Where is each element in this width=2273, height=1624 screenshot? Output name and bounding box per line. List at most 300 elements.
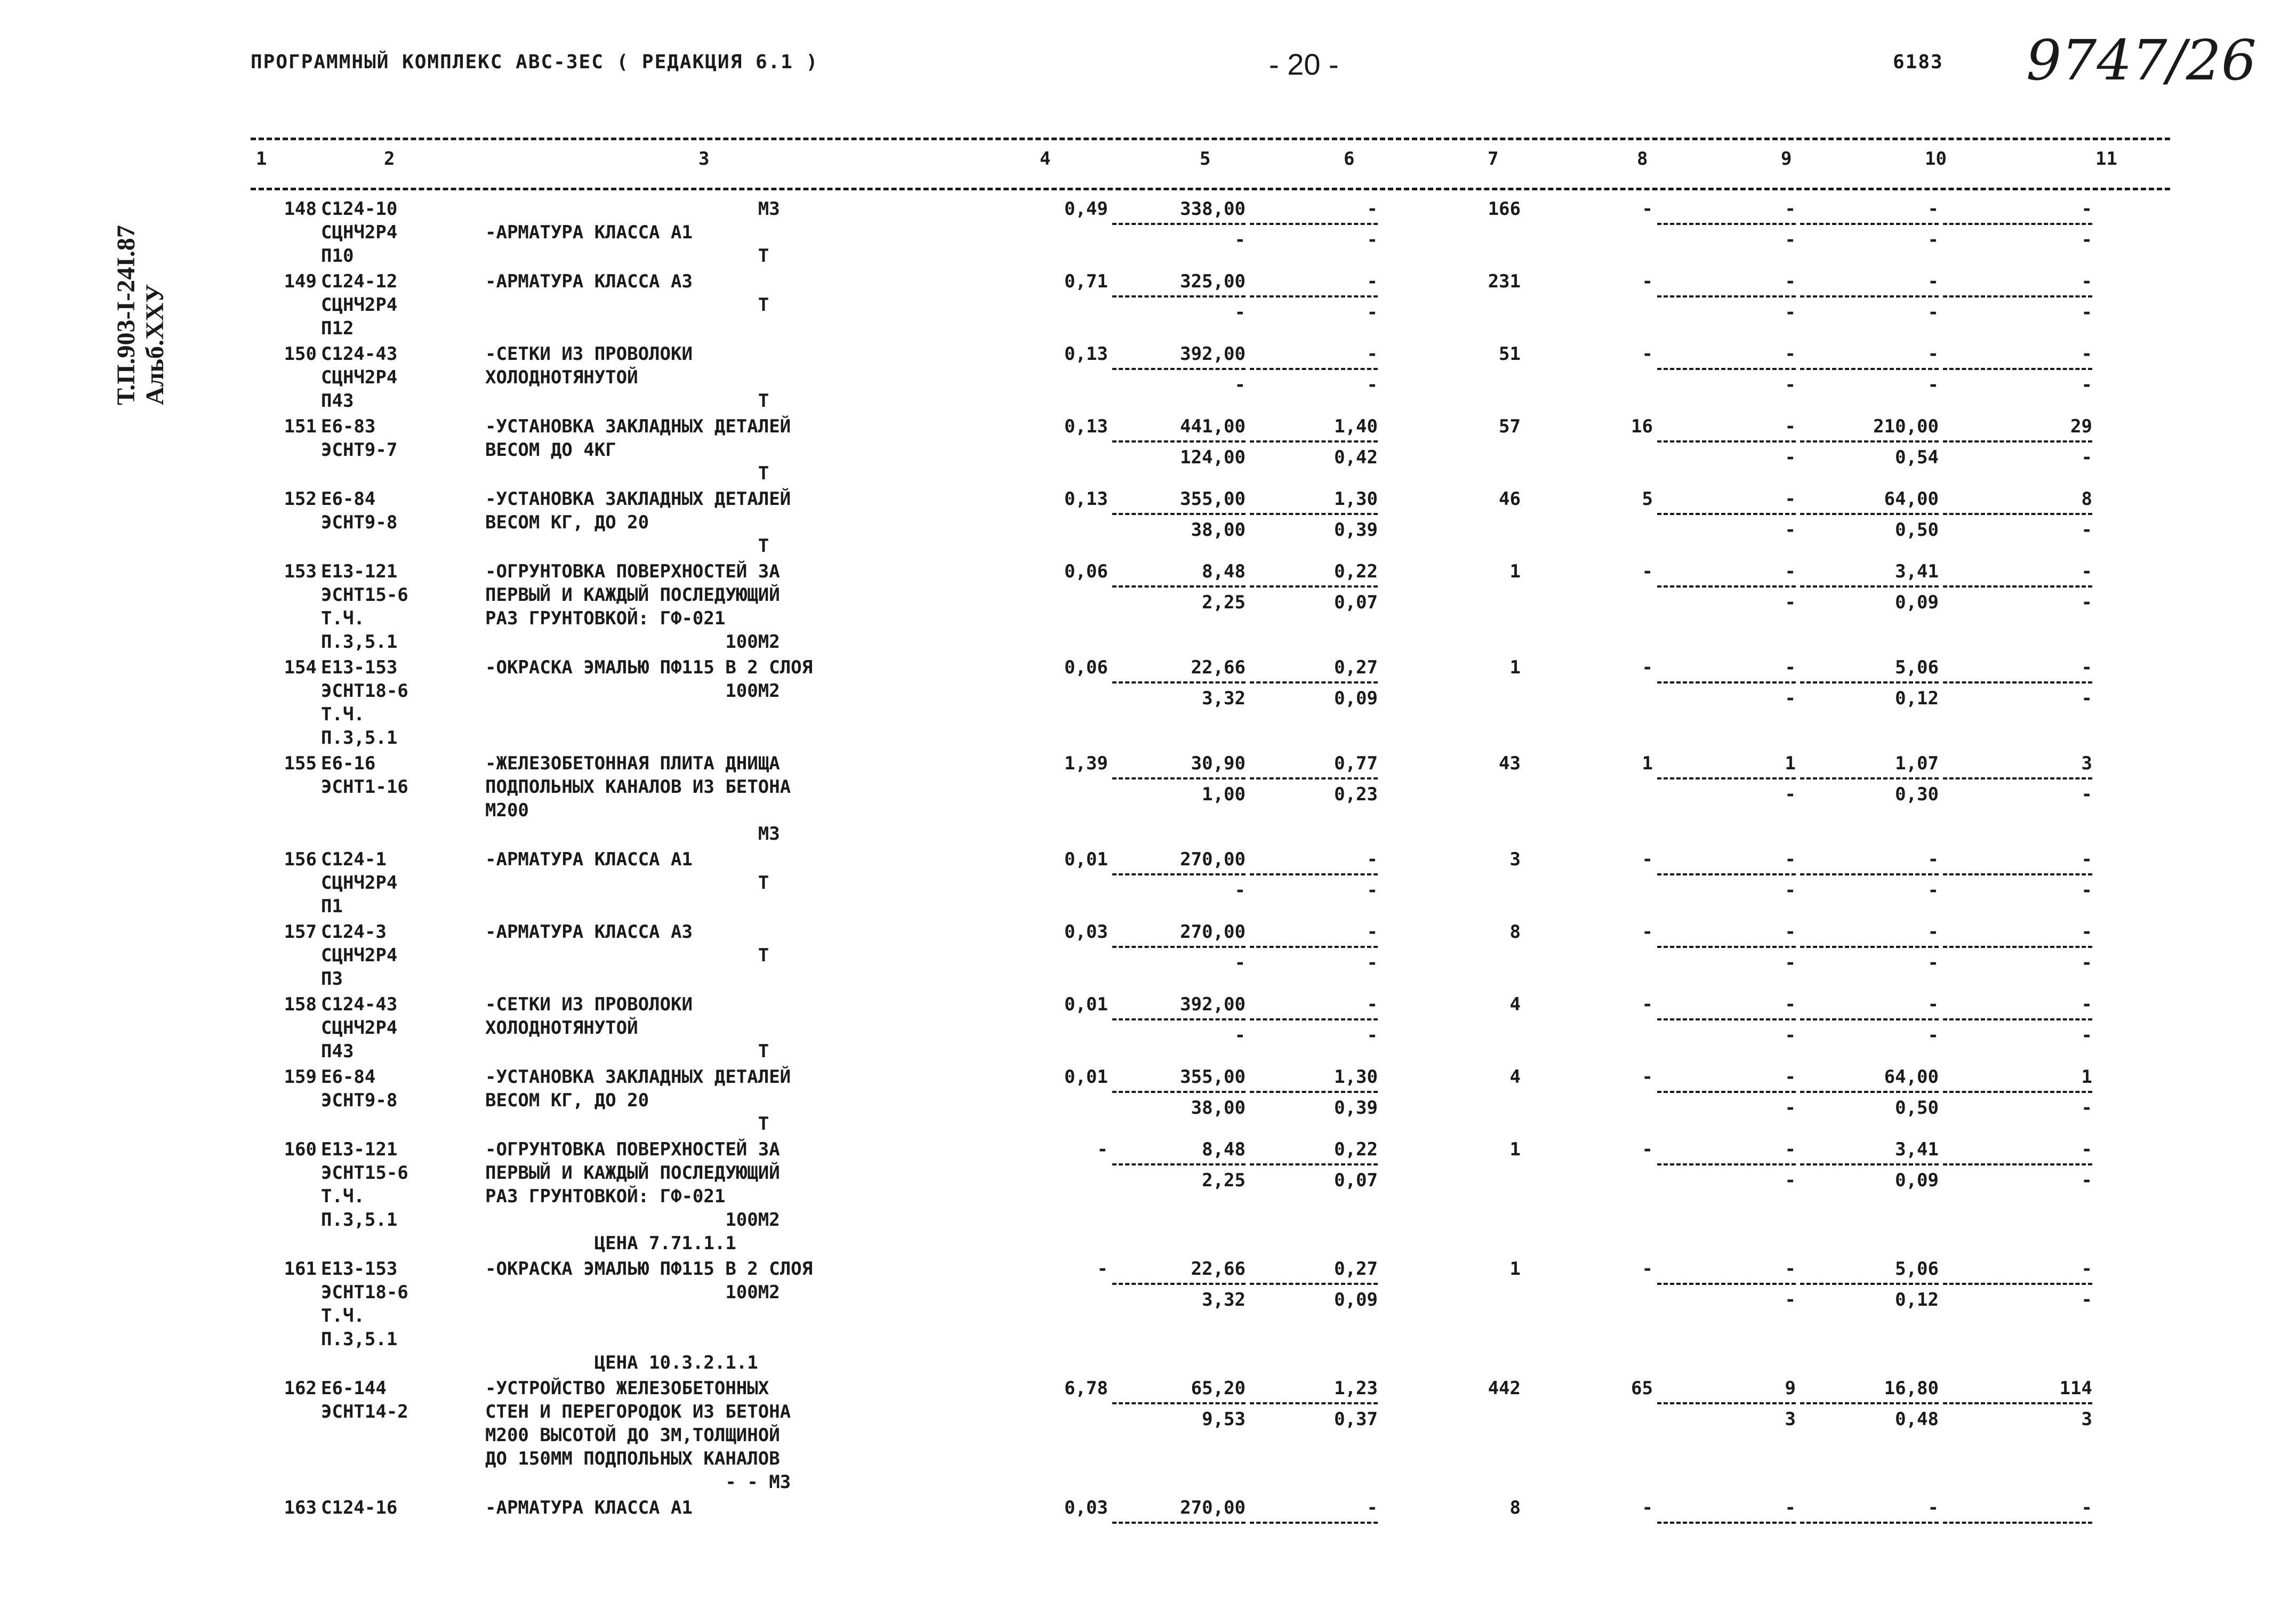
col8-value: - — [1642, 271, 1653, 292]
header-rule — [251, 188, 2170, 190]
col9-value — [1655, 1495, 1798, 1551]
col6-value-sub: - — [1367, 302, 1378, 323]
unit-cost-sub: 3,32 — [1202, 688, 1246, 709]
col6-value — [1248, 1495, 1380, 1551]
col11-value-sub: - — [2081, 688, 2092, 709]
col10-value — [1798, 341, 1941, 414]
dashed-separator — [1800, 513, 1939, 515]
col11-value — [1941, 1137, 2094, 1256]
unit-cost-sub: 38,00 — [1191, 1097, 1246, 1119]
dashed-separator — [1943, 873, 2092, 875]
col11-value-sub: - — [2081, 374, 2092, 396]
handwritten-number: 9747/26 — [2026, 28, 2257, 93]
side-label — [112, 225, 170, 405]
unit-cost-sub: - — [1234, 1025, 1246, 1046]
col9-value-sub: - — [1785, 688, 1796, 709]
col8-value: - — [1642, 994, 1653, 1015]
col8-value: 65 — [1631, 1378, 1653, 1399]
col10-value — [1798, 1064, 1941, 1137]
col11-value-main: 114 — [2059, 1378, 2092, 1399]
col11-value-sub: - — [2081, 229, 2092, 251]
col11-value-sub: - — [2081, 1025, 2092, 1046]
col11-value-main: - — [2081, 271, 2092, 292]
rate-code: С124-43 СЦНЧ2Р4 П43 — [321, 343, 398, 412]
dashed-separator — [1943, 946, 2092, 948]
col6-value — [1248, 1256, 1380, 1376]
total-cost: 8 — [1509, 1497, 1521, 1518]
dashed-separator — [1657, 1522, 1796, 1524]
col6-value — [1248, 655, 1380, 751]
table-row — [251, 414, 2094, 486]
col8-value: - — [1642, 849, 1653, 870]
unit-cost — [1110, 751, 1248, 847]
dashed-separator — [1800, 1091, 1939, 1093]
total-cost: 4 — [1509, 994, 1521, 1015]
col9-value-sub: - — [1785, 880, 1796, 901]
row-number: 163 — [284, 1497, 317, 1518]
col9-value-sub: - — [1785, 374, 1796, 396]
total-cost: 57 — [1499, 416, 1521, 437]
row-number: 158 — [284, 994, 317, 1015]
col9-value-sub: - — [1785, 1097, 1796, 1119]
col9-value-sub: - — [1785, 592, 1796, 613]
dashed-separator — [1112, 1091, 1246, 1093]
col9-value-sub: - — [1785, 1025, 1796, 1046]
col10-value-main: 3,41 — [1895, 1139, 1939, 1160]
dashed-separator — [1657, 1018, 1796, 1020]
col9-value-sub: - — [1785, 519, 1796, 541]
rate-code: Е13-121 ЭСНТ15-6 Т.Ч. П.3,5.1 — [321, 1139, 408, 1231]
col10-value — [1798, 486, 1941, 559]
col8-value: - — [1642, 198, 1653, 220]
quantity: 0,13 — [1064, 343, 1108, 365]
col9-value-sub: - — [1785, 229, 1796, 251]
col11-value-main: 1 — [2081, 1066, 2092, 1088]
col10-value — [1798, 655, 1941, 751]
quantity: 1,39 — [1064, 753, 1108, 774]
col6-value-sub: - — [1367, 1025, 1378, 1046]
row-number: 159 — [284, 1066, 317, 1088]
unit-cost — [1110, 341, 1248, 414]
dashed-separator — [1657, 295, 1796, 298]
col-header: 5 — [1200, 148, 1211, 170]
dashed-separator — [1943, 1018, 2092, 1020]
dashed-separator — [1943, 513, 2092, 515]
total-cost: 46 — [1499, 488, 1521, 510]
col9-value-sub: 3 — [1785, 1409, 1796, 1430]
page-number: - 20 - — [1269, 47, 1339, 81]
col6-value-main: - — [1367, 343, 1378, 365]
col6-value-main: 0,27 — [1334, 657, 1378, 678]
col6-value — [1248, 1376, 1380, 1495]
col11-value — [1941, 992, 2094, 1064]
unit-cost — [1110, 1495, 1248, 1551]
quantity: 0,03 — [1064, 1497, 1108, 1518]
col10-value-sub: - — [1927, 1025, 1939, 1046]
col8-value: - — [1642, 561, 1653, 582]
col11-value-main: - — [2081, 994, 2092, 1015]
col10-value-sub: - — [1927, 880, 1939, 901]
unit-cost-main: 338,00 — [1180, 198, 1246, 220]
col9-value-main: - — [1785, 198, 1796, 220]
dashed-separator — [1657, 513, 1796, 515]
unit-cost-main: 65,20 — [1191, 1378, 1246, 1399]
row-number: 161 — [284, 1258, 317, 1280]
rate-code: Е6-84 ЭСНТ9-8 — [321, 488, 398, 533]
dashed-separator — [1250, 946, 1378, 948]
unit-cost-main: 355,00 — [1180, 488, 1246, 510]
col9-value — [1655, 751, 1798, 847]
dashed-separator — [1943, 681, 2092, 684]
side-label-line: Т.П.903-I-24I.87 — [112, 225, 140, 405]
document-code: 6183 — [1893, 51, 1943, 73]
col6-value-main: - — [1367, 198, 1378, 220]
rate-code: С124-12 СЦНЧ2Р4 П12 — [321, 271, 398, 339]
col8-value: 5 — [1642, 488, 1653, 510]
col-header: 1 — [256, 148, 267, 170]
dashed-separator — [1250, 1018, 1378, 1020]
col11-value-main: - — [2081, 657, 2092, 678]
col11-value-main: 8 — [2081, 488, 2092, 510]
col10-value-sub: 0,54 — [1895, 447, 1939, 468]
col11-value — [1941, 751, 2094, 847]
col6-value — [1248, 1137, 1380, 1256]
work-description: -УСТАНОВКА ЗАКЛАДНЫХ ДЕТАЛЕЙ ВЕСОМ ДО 4КГ Т — [485, 416, 791, 484]
row-number: 154 — [284, 657, 317, 678]
col10-value — [1798, 269, 1941, 341]
col11-value-sub: - — [2081, 592, 2092, 613]
dashed-separator — [1943, 440, 2092, 443]
col11-value-main: - — [2081, 198, 2092, 220]
table-row — [251, 1376, 2094, 1495]
table-row — [251, 196, 2094, 269]
work-description: -ОКРАСКА ЭМАЛЬЮ ПФ115 В 2 СЛОЯ 100М2 ЦЕНА 10.3.2.1.1 — [485, 1258, 813, 1373]
col9-value-sub: - — [1785, 1170, 1796, 1191]
col9-value-main: - — [1785, 416, 1796, 437]
col9-value-main: - — [1785, 1258, 1796, 1280]
unit-cost-main: 30,90 — [1191, 753, 1246, 774]
col6-value-sub: - — [1367, 952, 1378, 974]
col10-value-main: 210,00 — [1873, 416, 1939, 437]
table-row — [251, 847, 2094, 919]
col8-value: - — [1642, 1066, 1653, 1088]
col10-value — [1798, 751, 1941, 847]
unit-cost — [1110, 847, 1248, 919]
unit-cost-sub: 2,25 — [1202, 1170, 1246, 1191]
quantity: 0,71 — [1064, 271, 1108, 292]
col6-value — [1248, 341, 1380, 414]
col11-value-sub: - — [2081, 302, 2092, 323]
col11-value-main: - — [2081, 343, 2092, 365]
dashed-separator — [1112, 681, 1246, 684]
col11-value — [1941, 1256, 2094, 1376]
unit-cost — [1110, 196, 1248, 269]
dashed-separator — [1112, 368, 1246, 370]
col11-value-sub: - — [2081, 1170, 2092, 1191]
col6-value-main: - — [1367, 1497, 1378, 1518]
dashed-separator — [1112, 440, 1246, 443]
row-number: 151 — [284, 416, 317, 437]
col6-value — [1248, 559, 1380, 655]
total-cost: 442 — [1488, 1378, 1521, 1399]
col11-value — [1941, 269, 2094, 341]
col11-value-main: - — [2081, 561, 2092, 582]
col10-value-sub: - — [1927, 374, 1939, 396]
work-description: -УСТРОЙСТВО ЖЕЛЕЗОБЕТОННЫХ СТЕН И ПЕРЕГОРОДОК ИЗ БЕТОНА М200 ВЫСОТОЙ ДО 3М,ТОЛЩИНОЙ ДО 150ММ ПОДПОЛЬНЫХ КАНАЛОВ - - МЗ — [485, 1378, 791, 1493]
unit-cost — [1110, 655, 1248, 751]
unit-cost-sub: 3,32 — [1202, 1289, 1246, 1311]
col-header: 3 — [698, 148, 710, 170]
col9-value-main: - — [1785, 271, 1796, 292]
dashed-separator — [1800, 681, 1939, 684]
table-row — [251, 992, 2094, 1064]
col9-value — [1655, 992, 1798, 1064]
col6-value — [1248, 269, 1380, 341]
dashed-separator — [1112, 1283, 1246, 1285]
dashed-separator — [1800, 1283, 1939, 1285]
col8-value: - — [1642, 657, 1653, 678]
col11-value-main: 29 — [2070, 416, 2092, 437]
col11-value-sub: 3 — [2081, 1409, 2092, 1430]
col9-value-sub — [1657, 1527, 1796, 1550]
dashed-separator — [1943, 1091, 2092, 1093]
dashed-separator — [1250, 223, 1378, 225]
dashed-separator — [1112, 1163, 1246, 1165]
col6-value-main: 1,40 — [1334, 416, 1378, 437]
quantity: 0,01 — [1064, 994, 1108, 1015]
work-description: -АРМАТУРА КЛАССА А1 Т — [485, 849, 769, 894]
rate-code: С124-16 — [321, 1497, 398, 1518]
col8-value: - — [1642, 343, 1653, 365]
col6-value — [1248, 414, 1380, 486]
row-number: 150 — [284, 343, 317, 365]
dashed-separator — [1250, 585, 1378, 588]
dashed-separator — [1657, 873, 1796, 875]
dashed-separator — [1112, 777, 1246, 779]
unit-cost — [1110, 1256, 1248, 1376]
work-description: -ОКРАСКА ЭМАЛЬЮ ПФ115 В 2 СЛОЯ 100М2 — [485, 657, 813, 702]
col11-value-sub: - — [2081, 880, 2092, 901]
table-row — [251, 486, 2094, 559]
dashed-separator — [1800, 295, 1939, 298]
dashed-separator — [1657, 223, 1796, 225]
dashed-separator — [1250, 1091, 1378, 1093]
table-row — [251, 1064, 2094, 1137]
work-description: -ОГРУНТОВКА ПОВЕРХНОСТЕЙ ЗА ПЕРВЫЙ И КАЖДЫЙ ПОСЛЕДУЮЩИЙ РАЗ ГРУНТОВКОЙ: ГФ-021 100М2 ЦЕНА 7.71.1.1 — [485, 1139, 780, 1254]
row-number: 156 — [284, 849, 317, 870]
unit-cost-sub: 124,00 — [1180, 447, 1246, 468]
dashed-separator — [1943, 1283, 2092, 1285]
total-cost: 3 — [1509, 849, 1521, 870]
col-header: 10 — [1925, 148, 1947, 170]
unit-cost-sub: - — [1234, 229, 1246, 251]
col-header: 7 — [1488, 148, 1499, 170]
col10-value-main: 5,06 — [1895, 1258, 1939, 1280]
col6-value-main: 0,77 — [1334, 753, 1378, 774]
unit-cost-main: 392,00 — [1180, 343, 1246, 365]
col11-value — [1941, 486, 2094, 559]
dashed-separator — [1943, 295, 2092, 298]
col10-value-sub: 0,12 — [1895, 688, 1939, 709]
dashed-separator — [1112, 295, 1246, 298]
col11-value — [1941, 559, 2094, 655]
unit-cost — [1110, 269, 1248, 341]
dashed-separator — [1250, 1283, 1378, 1285]
col6-value — [1248, 1064, 1380, 1137]
dashed-separator — [1800, 1522, 1939, 1524]
dashed-separator — [1657, 440, 1796, 443]
work-description: -АРМАТУРА КЛАССА А3 Т — [485, 271, 769, 316]
col10-value-main: - — [1927, 271, 1939, 292]
unit-cost-main: 22,66 — [1191, 1258, 1246, 1280]
col6-value-main: 1,30 — [1334, 1066, 1378, 1088]
quantity: 0,01 — [1064, 1066, 1108, 1088]
unit-cost — [1110, 486, 1248, 559]
unit-cost — [1110, 1376, 1248, 1495]
col9-value — [1655, 196, 1798, 269]
unit-cost-main: 355,00 — [1180, 1066, 1246, 1088]
dashed-separator — [1800, 1163, 1939, 1165]
col9-value-main: 1 — [1785, 753, 1796, 774]
col9-value-main: - — [1785, 1497, 1796, 1518]
column-header — [251, 148, 2170, 180]
col8-value: - — [1642, 1139, 1653, 1160]
table-row — [251, 1137, 2094, 1256]
unit-cost-sub: 38,00 — [1191, 519, 1246, 541]
dashed-separator — [1657, 585, 1796, 588]
quantity: - — [1097, 1139, 1108, 1160]
dashed-separator — [1657, 681, 1796, 684]
unit-cost-sub: - — [1234, 880, 1246, 901]
unit-cost-main: 8,48 — [1202, 1139, 1246, 1160]
total-cost: 1 — [1509, 1258, 1521, 1280]
dashed-separator — [1657, 1402, 1796, 1404]
col10-value — [1798, 196, 1941, 269]
col6-value-sub — [1250, 1527, 1378, 1550]
col11-value-sub: - — [2081, 447, 2092, 468]
col6-value-main: - — [1367, 849, 1378, 870]
col6-value — [1248, 919, 1380, 992]
col6-value-main: - — [1367, 271, 1378, 292]
unit-cost-main: 270,00 — [1180, 1497, 1246, 1518]
total-cost: 43 — [1499, 753, 1521, 774]
dashed-separator — [1800, 368, 1939, 370]
col9-value — [1655, 341, 1798, 414]
unit-cost-sub: - — [1234, 952, 1246, 974]
dashed-separator — [1943, 1522, 2092, 1524]
dashed-separator — [1657, 368, 1796, 370]
col11-value-main: - — [2081, 921, 2092, 943]
unit-cost-main: 392,00 — [1180, 994, 1246, 1015]
unit-cost-sub — [1112, 1527, 1246, 1550]
col10-value-main: - — [1927, 198, 1939, 220]
col11-value-sub: - — [2081, 1289, 2092, 1311]
dashed-separator — [1250, 440, 1378, 443]
dashed-separator — [1657, 1091, 1796, 1093]
quantity: 0,13 — [1064, 488, 1108, 510]
dashed-separator — [1112, 1522, 1246, 1524]
col6-value-sub: 0,09 — [1334, 1289, 1378, 1311]
dashed-separator — [1112, 223, 1246, 225]
col9-value-main: - — [1785, 657, 1796, 678]
col11-value — [1941, 341, 2094, 414]
col10-value — [1798, 919, 1941, 992]
rate-code: Е6-16 ЭСНТ1-16 — [321, 753, 408, 798]
top-rule — [251, 138, 2170, 140]
total-cost: 1 — [1509, 561, 1521, 582]
dashed-separator — [1800, 1402, 1939, 1404]
table-row — [251, 559, 2094, 655]
col6-value-sub: - — [1367, 229, 1378, 251]
col6-value — [1248, 847, 1380, 919]
work-description: -УСТАНОВКА ЗАКЛАДНЫХ ДЕТАЛЕЙ ВЕСОМ КГ, ДО 20 Т — [485, 488, 791, 557]
table-row — [251, 269, 2094, 341]
rate-code: Е6-144 ЭСНТ14-2 — [321, 1378, 408, 1422]
quantity: 0,01 — [1064, 849, 1108, 870]
col-header: 8 — [1637, 148, 1648, 170]
col10-value — [1798, 414, 1941, 486]
col8-value: - — [1642, 1258, 1653, 1280]
col6-value-sub: 0,09 — [1334, 688, 1378, 709]
work-description: МЗ -АРМАТУРА КЛАССА А1 Т — [485, 198, 780, 267]
col11-value-sub: - — [2081, 784, 2092, 805]
col10-value-sub: - — [1927, 952, 1939, 974]
col11-value — [1941, 655, 2094, 751]
col-header: 6 — [1344, 148, 1355, 170]
col10-value-main: - — [1927, 994, 1939, 1015]
dashed-separator — [1250, 295, 1378, 298]
program-header: ПРОГРАММНЫЙ КОМПЛЕКС АВС-ЗЕС ( РЕДАКЦИЯ 6.1 ) — [251, 51, 819, 73]
col10-value-sub: 0,50 — [1895, 1097, 1939, 1119]
unit-cost — [1110, 992, 1248, 1064]
col10-value — [1798, 1495, 1941, 1551]
col10-value-sub: 0,12 — [1895, 1289, 1939, 1311]
col6-value-sub: 0,07 — [1334, 592, 1378, 613]
col10-value-main: - — [1927, 343, 1939, 365]
dashed-separator — [1800, 440, 1939, 443]
col11-value-main: - — [2081, 1139, 2092, 1160]
dashed-separator — [1943, 1163, 2092, 1165]
col6-value — [1248, 196, 1380, 269]
col6-value — [1248, 486, 1380, 559]
quantity: 6,78 — [1064, 1378, 1108, 1399]
dashed-separator — [1943, 1402, 2092, 1404]
col10-value-main: 64,00 — [1884, 488, 1939, 510]
unit-cost — [1110, 919, 1248, 992]
col6-value-main: 0,27 — [1334, 1258, 1378, 1280]
table-row — [251, 341, 2094, 414]
dashed-separator — [1657, 777, 1796, 779]
dashed-separator — [1250, 1163, 1378, 1165]
col6-value-main: 0,22 — [1334, 1139, 1378, 1160]
dashed-separator — [1112, 873, 1246, 875]
rate-code: Е6-84 ЭСНТ9-8 — [321, 1066, 398, 1111]
col10-value — [1798, 559, 1941, 655]
quantity: - — [1097, 1258, 1108, 1280]
table-row — [251, 655, 2094, 751]
dashed-separator — [1250, 681, 1378, 684]
col10-value-main: - — [1927, 921, 1939, 943]
col-header: 2 — [384, 148, 395, 170]
row-number: 153 — [284, 561, 317, 582]
side-label-line: Альб.XXУ — [141, 284, 169, 405]
col9-value-sub: - — [1785, 1289, 1796, 1311]
unit-cost-sub: 1,00 — [1202, 784, 1246, 805]
table-row — [251, 1495, 2094, 1551]
col9-value — [1655, 655, 1798, 751]
dashed-separator — [1800, 1018, 1939, 1020]
col10-value-sub: 0,30 — [1895, 784, 1939, 805]
